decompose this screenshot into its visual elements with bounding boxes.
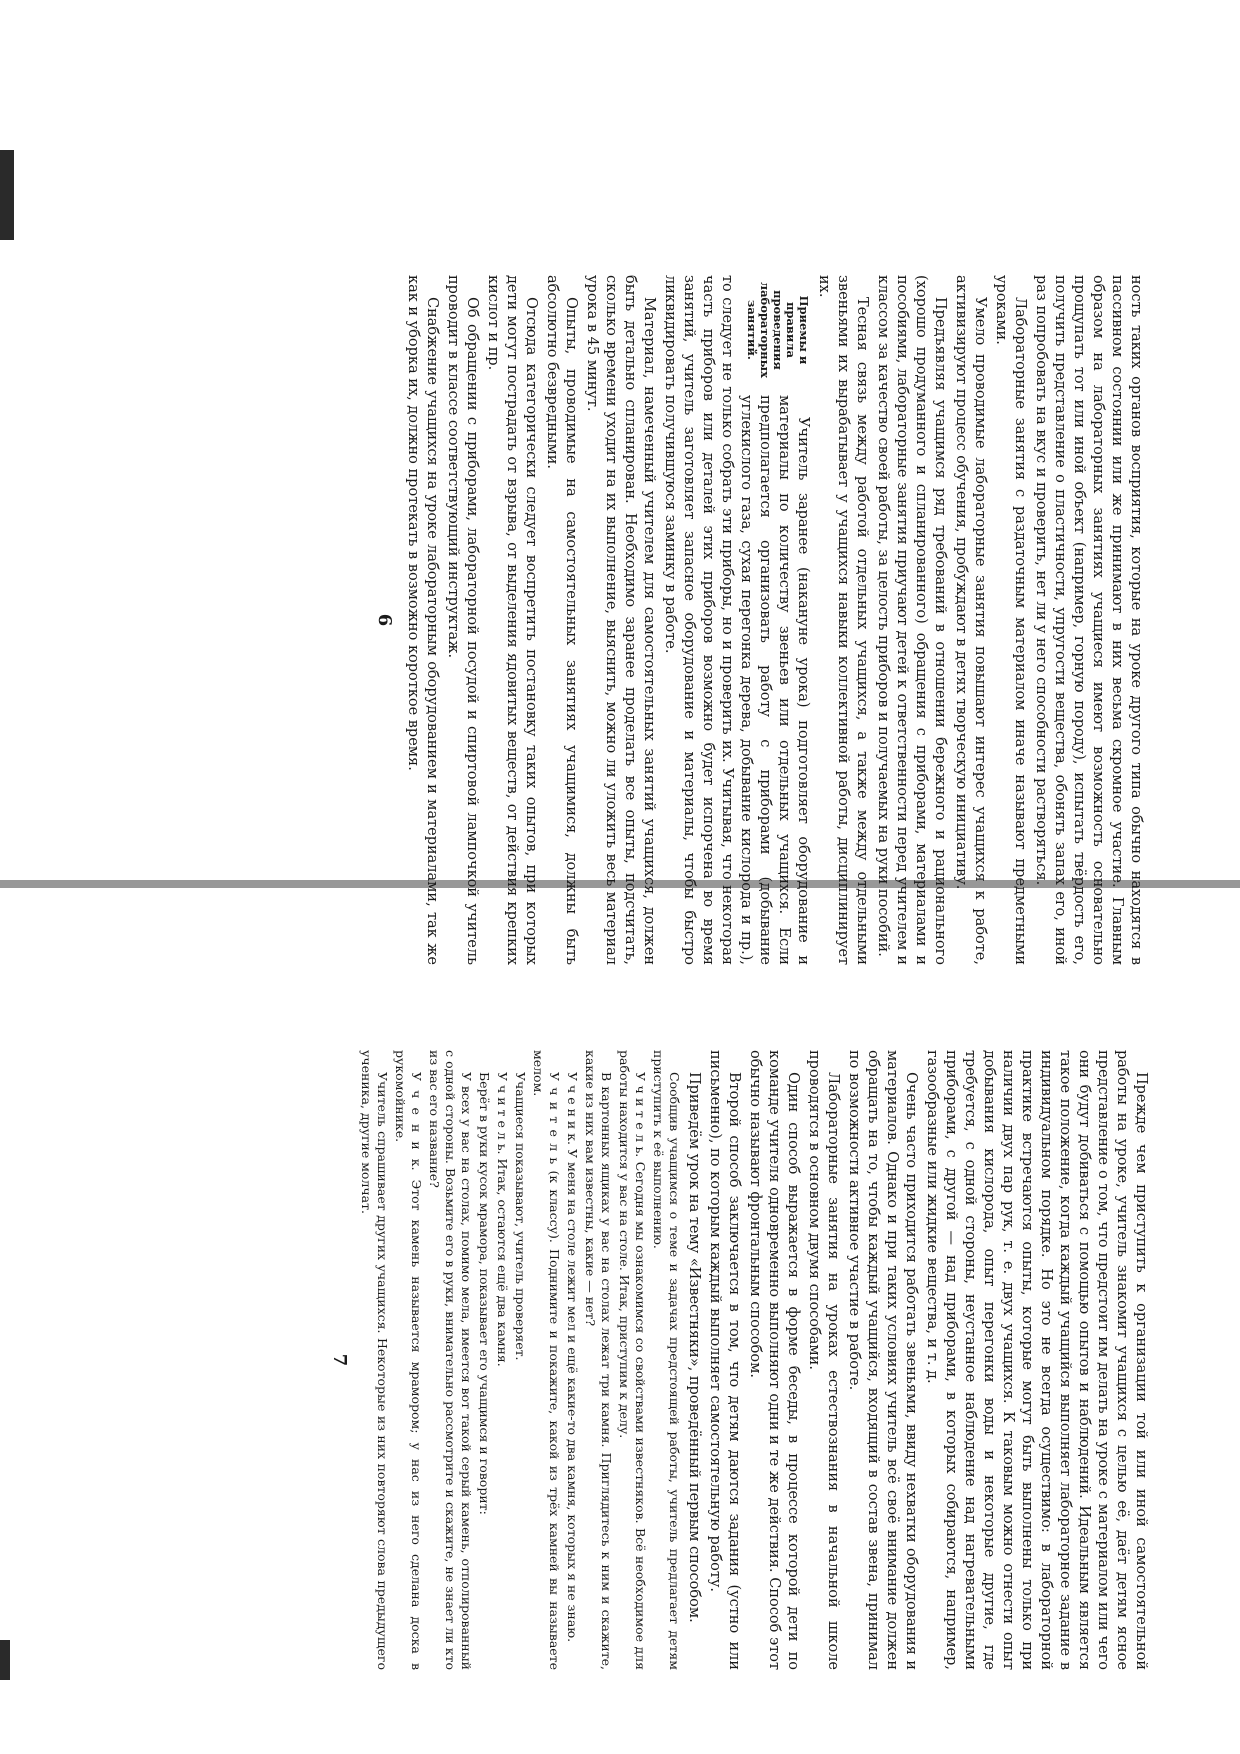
page-number: 6	[374, 613, 395, 627]
paragraph: Прежде чем приступить к организации той или иной самостоятельной работы на уроке, учитель знакомит учащихся с целью её, даёт детям ясное представление о том, что предстоит им делать на уроке с материалом или чего они будут добиваться с помощью опытов и наблюдений. Идеальным является такое положение, когда каждый учащийся выполняет лабораторное задание в индивидуальном порядке. Но это не всегда осуществимо: в лабораторной практике встречаются опыты, которые могут быть выполнены только при наличии двух пар рук, т. е. двух учащихся. К таковым можно отнести опыт добывания кислорода, опыт перегонки воды и некоторые другие, где требуется, с одной стороны, неустанное наблюдение над нагревательными приборами, с другой — над приборами, в которых собираются, например, газообразные или жидкие вещества, и т. д.	[924, 1050, 1149, 1670]
page-6	[145, 275, 1145, 965]
dialog-line: В картонных ящиках у вас на столах лежат три камня. Приглядитесь к ним и скажите, какие из них вам известны, какие — нет?	[583, 1050, 614, 1670]
paragraph: Лабораторные занятия с раздаточным материалом иначе называют предметными уроками.	[993, 275, 1028, 965]
paragraph: Один способ выражается в форме беседы, в процессе которой дети по команде учителя одновременно выполняют одни и те же действия. Способ этот обычно называют фронтальным способом.	[747, 1050, 801, 1670]
dialog-line: У ч е н и к. Этот камень называется мрамором; у нас из него сделана доска в рукомойнике.	[393, 1050, 424, 1670]
paragraph: Учитель заранее (накануне урока) подготовляет оборудование и материалы по количеству звеньев или отдельных учащихся. Если предполагается организовать работу с приборами (добывание углекислого газа, сухая перегонка дерева, добывание кислорода и пр.), то следует не только собрать эти приборы, но и проверить их. Учитывая, что некоторая часть приборов или деталей этих приборов возможно будет испорчена во время занятий, учитель заготовляет запасное оборудование и материалы, чтобы быстро ликвидировать получившуюся заминку в работе.	[662, 275, 811, 965]
paragraph: ность таких органов восприятия, которые на уроке другого типа обычно находятся в пассивном состоянии или же принимают в них весьма скромное участие. Главным образом на лабораторных занятиях учащиеся имеют возможность основательно прощупать тот или иной объект (например, горную породу), испытать твёрдость его, получить представление о пластичности, упругости вещества, обонять запах его, иной раз попробовать на вкус и проверить, нет ли у него способности растворяться.	[1033, 275, 1144, 965]
dialog-line: У ч и т е л ь (к классу). Поднимите и покажите, какой из трёх камней вы называете мелом.	[531, 1050, 562, 1670]
paragraph: Приведём урок на тему «Известняки», проведённый первым способом.	[686, 1072, 702, 1623]
paragraph: Снабжение учащихся на уроке лабораторным оборудованием и материалами, так же как и уборка их, должно протекать в возможно короткое время.	[405, 275, 440, 965]
paragraph: Предъявляя учащимся ряд требований в отношении бережного и рационального (хорошо продуманного и спланированного) обращения с приборами, материалами и пособиями, лабораторные занятия приучают детей к ответственности перед учителем и классом за качество своей работы, за целость приборов и получаемых на руки пособий.	[875, 275, 948, 965]
dialog-line: У ч е н и к. У меня на столе лежит мел и ещё какие-то два камня, которых я не знаю.	[565, 1072, 580, 1643]
paragraph: Второй способ заключается в том, что детям даются задания (устно или письменно), по которым каждый выполняет самостоятельную работу.	[707, 1050, 742, 1670]
page-number: 7	[329, 1353, 350, 1367]
paragraph: Опыты, проводимые на самостоятельных занятиях учащимися, должны быть абсолютно безвредными.	[544, 275, 579, 965]
paragraph: Тесная связь между работой отдельных учащихся, а также между отдельными звеньями их вырабатывает у учащихся навыки коллективной работы, дисциплинирует их.	[816, 275, 870, 965]
side-heading: Приемы и правила проведения лабораторных занятий.	[745, 281, 811, 379]
paragraph: Умело проводимые лабораторные занятия повышают интерес учащихся к работе, активизируют процесс обучения, пробуждают в детях творческую инициативу.	[953, 275, 988, 965]
dialog-line: Учитель спрашивает других учащихся. Некоторые из них повторяют слова предыдущего ученика, другие молчат.	[359, 1050, 390, 1670]
dialog-line: У ч и т е л ь. Итак, остаются ещё два камня.	[495, 1072, 510, 1367]
dialog-line: Берёт в руки кусок мрамора, показывает его учащимся и говорит:	[477, 1072, 492, 1515]
paragraph: Отсюда категорически следует воспретить постановку таких опытов, при которых дети могут пострадать от взрыва, от выделения ядовитых веществ, от действия крепких кислот и пр.	[485, 275, 539, 965]
dialog-line: У ч и т е л ь. Сегодня мы ознакомимся со свойствами известняков. Всё необходимое для работы находится у вас на столе. Итак, приступим к делу.	[617, 1050, 648, 1670]
dialog-line: Учащиеся показывают, учитель проверяет.	[513, 1072, 528, 1361]
page-7	[150, 1050, 1150, 1670]
paragraph: Лабораторные занятия на уроках естествознания в начальной школе проводятся в основном двумя способами.	[806, 1050, 841, 1670]
dialog-line: Сообщив учащимся о теме и задачах предстоящей работы, учитель предлагает детям приступить к её выполнению.	[651, 1050, 682, 1670]
dialog-line: У всех у вас на столах, помимо мела, имеется вот такой серый камень, отполированный с одной стороны. Возьмите его в руки, внимательно рассмотрите и скажите, не знает ли кто из вас его название?	[427, 1050, 474, 1670]
paragraph: Материал, намеченный учителем для самостоятельных занятий учащихся, должен быть детально спланирован. Необходимо заранее проделать все опыты, подсчитать, сколько времени уходит на их выполнение, выяснить, можно ли уложить весь материал урока в 45 минут.	[584, 275, 657, 965]
paragraph: Очень часто приходится работать звеньями, ввиду нехватки оборудования и материалов. Однако и при таких условиях учитель всё своё внимание должен обращать на то, чтобы каждый учащийся, входящий в состав звена, принимал по возможности активное участие в работе.	[846, 1050, 919, 1670]
paragraph: Об обращении с приборами, лабораторной посудой и спиртовой лампочкой учитель проводит в классе соответствующий инструктаж.	[445, 275, 480, 965]
